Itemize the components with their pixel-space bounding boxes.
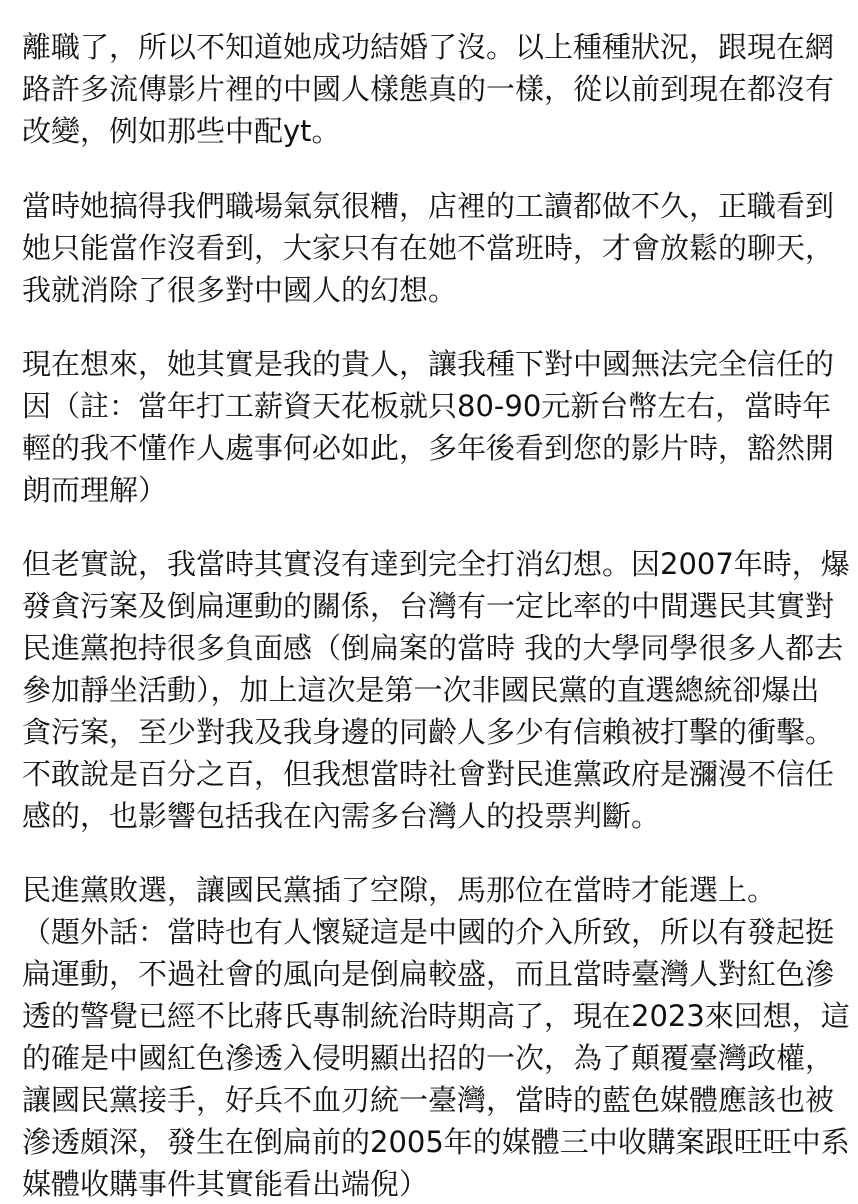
text-line: 扁運動，不過社會的風向是倒扁較盛，而且當時臺灣人對紅色滲 — [22, 957, 835, 991]
text-line: 民進黨敗選，讓國民黨插了空隙，馬那位在當時才能選上。 — [22, 873, 777, 907]
text-line: 讓國民黨接手，好兵不血刃統一臺灣，當時的藍色媒體應該也被 — [22, 1083, 835, 1117]
text-line: 我就消除了很多對中國人的幻想。 — [22, 273, 458, 307]
text-line: 發貪污案及倒扁運動的關係，台灣有一定比率的中間選民其實對 — [22, 589, 835, 623]
text-line: 的確是中國紅色滲透入侵明顯出招的一次，為了顛覆臺灣政權， — [22, 1041, 835, 1075]
text-line: 透的警覺已經不比蔣氏專制統治時期高了，現在2023來回想，這 — [22, 999, 850, 1033]
text-line: 現在想來，她其實是我的貴人，讓我種下對中國無法完全信任的 — [22, 347, 835, 381]
text-line: 參加靜坐活動），加上這次是第一次非國民黨的直選總統卻爆出 — [22, 673, 820, 707]
text-line: （題外話：當時也有人懷疑這是中國的介入所致，所以有發起挺 — [22, 915, 835, 949]
text-line: 當時她搞得我們職場氣氛很糟，店裡的工讀都做不久，正職看到 — [22, 189, 835, 223]
text-line: 輕的我不懂作人處事何必如此，多年後看到您的影片時，豁然開 — [22, 431, 835, 465]
text-line: 她只能當作沒看到，大家只有在她不當班時，才會放鬆的聊天， — [22, 231, 835, 265]
text-line: 路許多流傳影片裡的中國人樣態真的一樣，從以前到現在都沒有 — [22, 72, 835, 106]
text-line: 改變，例如那些中配yt。 — [22, 114, 341, 148]
text-line: 但老實說，我當時其實沒有達到完全打消幻想。因2007年時，爆 — [22, 547, 850, 581]
text-line: 因（註：當年打工薪資天花板就只80-90元新台幣左右，當時年 — [22, 389, 832, 423]
text-line: 貪污案，至少對我及我身邊的同齡人多少有信賴被打擊的衝擊。 — [22, 715, 835, 749]
text-line: 不敢說是百分之百，但我想當時社會對民進黨政府是瀰漫不信任 — [22, 757, 835, 791]
text-line: 滲透頗深，發生在倒扁前的2005年的媒體三中收購案跟旺旺中系 — [22, 1125, 850, 1159]
text-line: 民進黨抱持很多負面感（倒扁案的當時 我的大學同學很多人都去 — [22, 631, 844, 665]
text-line: 感的，也影響包括我在內需多台灣人的投票判斷。 — [22, 799, 661, 833]
text-line: 媒體收購事件其實能看出端倪） — [22, 1167, 429, 1201]
text-line: 離職了，所以不知道她成功結婚了沒。以上種種狀況，跟現在網 — [22, 30, 835, 64]
text-line: 朗而理解） — [22, 473, 168, 507]
